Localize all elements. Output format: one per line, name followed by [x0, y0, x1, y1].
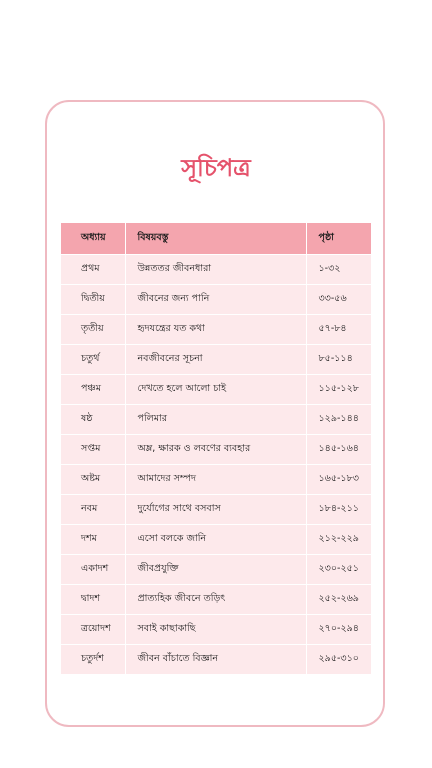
page-title: সূচিপত্র	[181, 153, 251, 182]
table-row	[61, 254, 371, 284]
cell-page: ৩৩-৫৬	[306, 284, 371, 314]
table-row	[61, 404, 371, 434]
table-header-row	[61, 223, 371, 254]
cell-subject: দেখতে হলে আলো চাই	[125, 374, 306, 404]
cell-chapter: সপ্তম	[61, 434, 125, 464]
cell-chapter: নবম	[61, 494, 125, 524]
cell-page: ১-৩২	[306, 254, 371, 284]
cell-chapter: চতুর্দশ	[61, 644, 125, 674]
cell-chapter: ত্রয়োদশ	[61, 614, 125, 644]
cell-subject: জীবন বাঁচাতে বিজ্ঞান	[125, 644, 306, 674]
cell-subject: হৃদযন্ত্রের যত কথা	[125, 314, 306, 344]
cell-page: ২৭০-২৯৪	[306, 614, 371, 644]
cell-subject: আমাদের সম্পদ	[125, 464, 306, 494]
cell-chapter: দশম	[61, 524, 125, 554]
table-row	[61, 644, 371, 674]
table-row	[61, 614, 371, 644]
cell-subject: নবজীবনের সূচনা	[125, 344, 306, 374]
table-row	[61, 314, 371, 344]
header-page: পৃষ্ঠা	[318, 231, 334, 243]
cell-chapter: তৃতীয়	[61, 314, 125, 344]
cell-page: ৮৫-১১৪	[306, 344, 371, 374]
header-chapter: অধ্যায়	[61, 223, 125, 254]
cell-page: ১৮৪-২১১	[306, 494, 371, 524]
table-row	[61, 464, 371, 494]
contents-table	[61, 223, 371, 674]
cell-chapter: দ্বিতীয়	[61, 284, 125, 314]
cell-page: ২১২-২২৯	[306, 524, 371, 554]
cell-subject: সবাই কাছাকাছি	[125, 614, 306, 644]
table-row	[61, 524, 371, 554]
table-row	[61, 284, 371, 314]
cell-subject: এসো বলকে জানি	[125, 524, 306, 554]
cell-subject: জীবপ্রযুক্তি	[125, 554, 306, 584]
cell-page: ১৬৫-১৮৩	[306, 464, 371, 494]
cell-chapter: প্রথম	[61, 254, 125, 284]
table-row	[61, 494, 371, 524]
table-row	[61, 344, 371, 374]
table-row	[61, 374, 371, 404]
cell-chapter: অষ্টম	[61, 464, 125, 494]
cell-subject: অম্ল, ক্ষারক ও লবণের ব্যবহার	[125, 434, 306, 464]
cell-page: ২৫২-২৬৯	[306, 584, 371, 614]
table-row	[61, 584, 371, 614]
cell-subject: উন্নততর জীবনধারা	[125, 254, 306, 284]
cell-subject: পলিমার	[125, 404, 306, 434]
cell-page: ১৪৫-১৬৪	[306, 434, 371, 464]
cell-page: ৫৭-৮৪	[306, 314, 371, 344]
table-row	[61, 434, 371, 464]
cell-chapter: দ্বাদশ	[61, 584, 125, 614]
cell-chapter: ষষ্ঠ	[61, 404, 125, 434]
cell-subject: প্রাত্যহিক জীবনে তড়িৎ	[125, 584, 306, 614]
header-subject: বিষয়বস্তু	[125, 223, 306, 254]
cell-subject: দুর্যোগের সাথে বসবাস	[125, 494, 306, 524]
cell-page: ১২৯-১৪৪	[306, 404, 371, 434]
table-row	[61, 554, 371, 584]
cell-chapter: একাদশ	[61, 554, 125, 584]
cell-page: ২৩০-২৫১	[306, 554, 371, 584]
cell-page: ২৯৫-৩১০	[306, 644, 371, 674]
cell-page: ১১৫-১২৮	[306, 374, 371, 404]
cell-chapter: পঞ্চম	[61, 374, 125, 404]
cell-subject: জীবনের জন্য পানি	[125, 284, 306, 314]
cell-chapter: চতুর্থ	[61, 344, 125, 374]
